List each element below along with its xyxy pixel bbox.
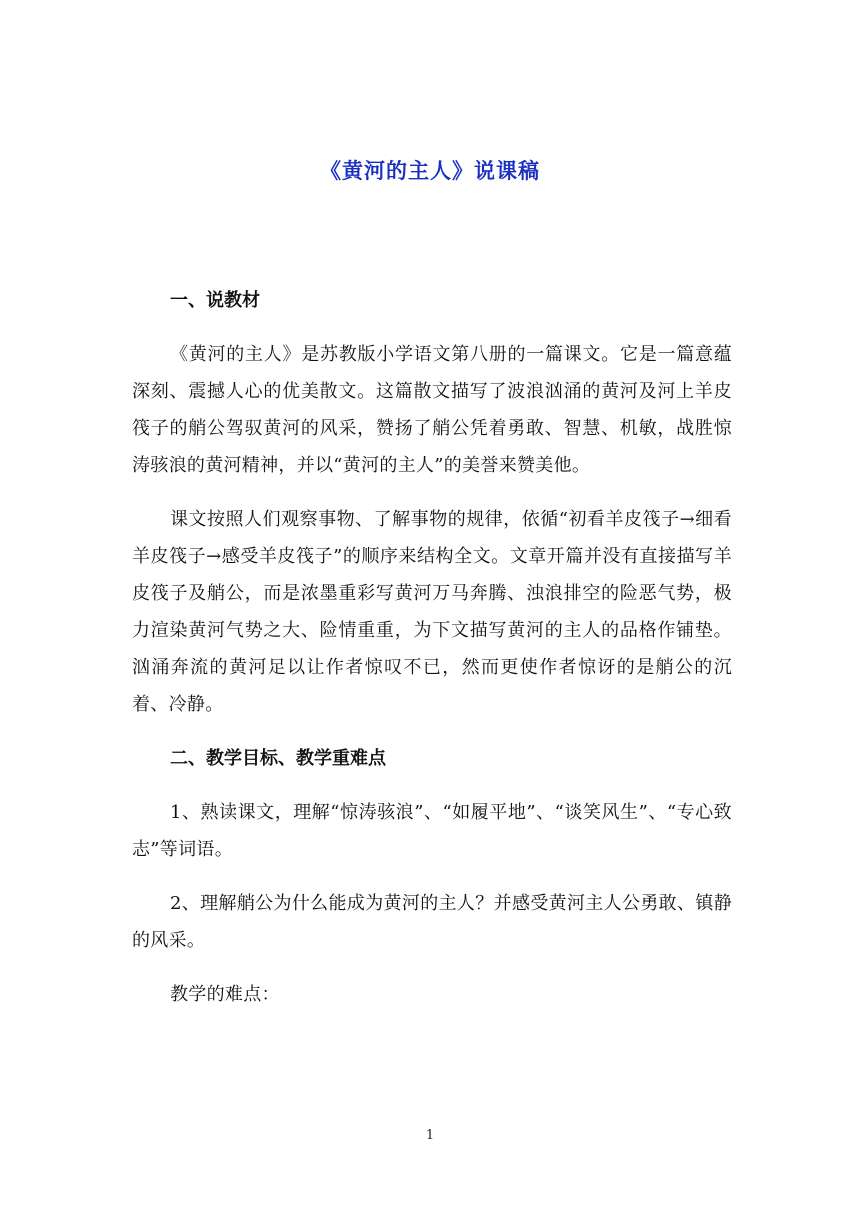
page-number: 1 xyxy=(425,1128,435,1143)
document-title: 《黄河的主人》说课稿 xyxy=(320,159,540,183)
document-body xyxy=(132,282,732,1030)
body-paragraph: 2、理解艄公为什么能成为黄河的主人？并感受黄河主人公勇敢、镇静的风采。 xyxy=(132,893,732,951)
body-paragraph: 课文按照人们观察事物、了解事物的规律，依循“初看羊皮筏子→细看羊皮筏子→感受羊皮筏子”的顺序来结构全文。文章开篇并没有直接描写羊皮筏子及艄公，而是浓墨重彩写黄河万马奔腾、浊浪排空的险恶气势，极力渲染黄河气势之大、险情重重，为下文描写黄河的主人的品格作铺垫。汹涌奔流的黄河足以让作者惊叹不已，然而更使作者惊讶的是艄公的沉着、冷静。 xyxy=(132,509,732,715)
body-paragraph: 教学的难点： xyxy=(170,984,280,1005)
body-paragraph: 1、熟读课文，理解“惊涛骇浪”、“如履平地”、“谈笑风生”、“专心致志”等词语。 xyxy=(132,802,732,860)
section-heading: 二、教学目标、教学重难点 xyxy=(170,748,386,769)
section-heading: 一、说教材 xyxy=(170,290,260,311)
body-paragraph: 《黄河的主人》是苏教版小学语文第八册的一篇课文。它是一篇意蕴深刻、震撼人心的优美散文。这篇散文描写了波浪汹涌的黄河及河上羊皮筏子的艄公驾驭黄河的风采，赞扬了艄公凭着勇敢、智慧、机敏，战胜惊涛骇浪的黄河精神，并以“黄河的主人”的美誉来赞美他。 xyxy=(132,344,732,476)
